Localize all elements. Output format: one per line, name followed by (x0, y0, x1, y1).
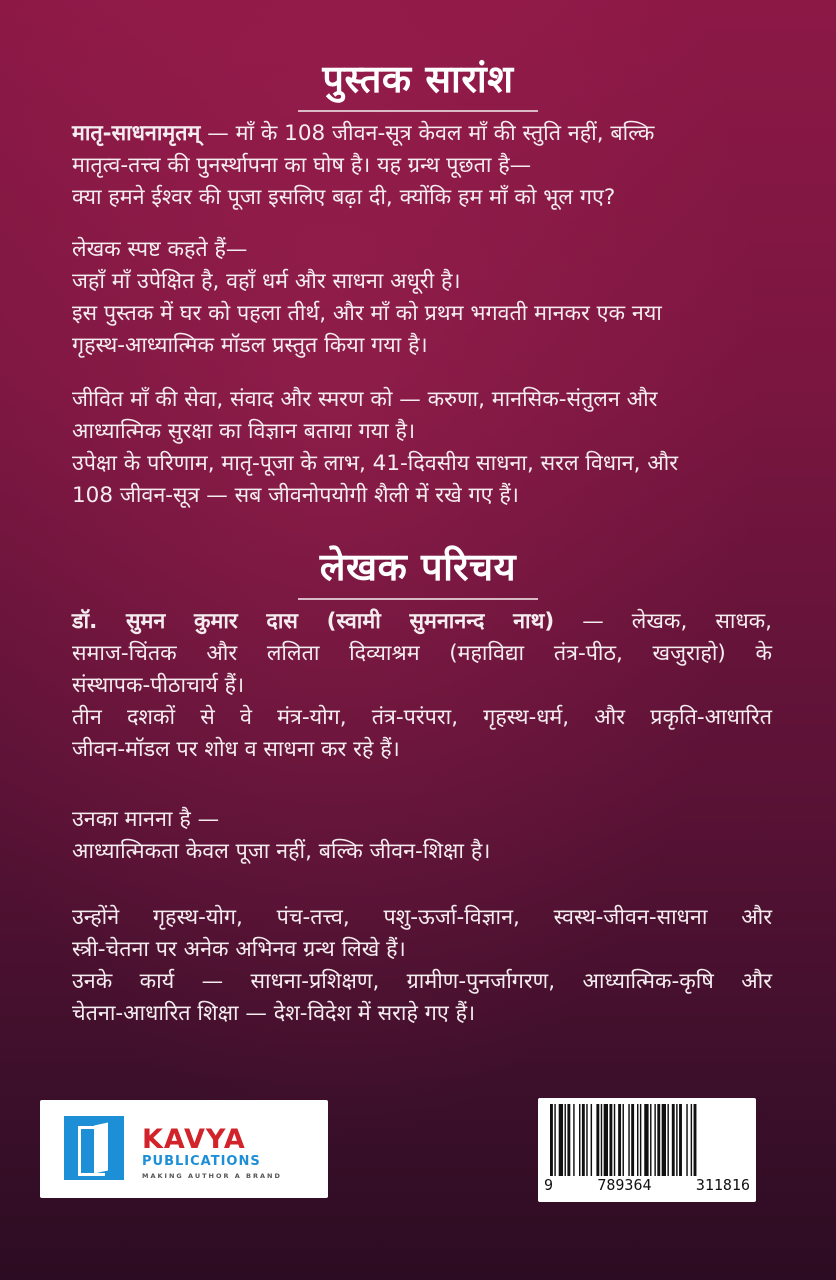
author-p1-line-2: समाज-चिंतक और ललिता दिव्याश्रम (महाविद्या तंत्र-पीठ, खजुराहो) के (72, 641, 772, 666)
author-paragraph-2 (72, 804, 772, 868)
barcode-bars (550, 1104, 746, 1176)
summary-p1-line-1-rest: — माँ के 108 जीवन-सूत्र केवल माँ की स्तुति नहीं, बल्कि (200, 121, 655, 146)
summary-p3-line-3: उपेक्षा के परिणाम, मातृ-पूजा के लाभ, 41-दिवसीय साधना, सरल विधान, और (72, 451, 679, 476)
author-p1-line-5: जीवन-मॉडल पर शोध व साधना कर रहे हैं। (72, 737, 400, 762)
publisher-subtitle: PUBLICATIONS (142, 1154, 261, 1169)
summary-p3-line-1: जीवित माँ की सेवा, संवाद और स्मरण को — करुणा, मानसिक-संतुलन और (72, 387, 658, 412)
summary-heading-text: पुस्तक सारांश (322, 57, 514, 101)
summary-p1-line-2: मातृत्व-तत्त्व की पुनर्स्थापना का घोष है। यह ग्रन्थ पूछता है— (72, 153, 532, 178)
author-p3-line-4: चेतना-आधारित शिक्षा — देश-विदेश में सराहे गए हैं। (72, 1001, 476, 1026)
summary-p2-line-3: इस पुस्तक में घर को पहला तीर्थ, और माँ को प्रथम भगवती मानकर एक नया (72, 301, 662, 326)
publisher-name: KAVYA (142, 1124, 246, 1155)
author-paragraph-3 (72, 902, 772, 1030)
summary-p1-line-3: क्या हमने ईश्वर की पूजा इसलिए बढ़ा दी, क्योंकि हम माँ को भूल गए? (72, 185, 616, 210)
author-p3-line-3: उनके कार्य — साधना-प्रशिक्षण, ग्रामीण-पुनर्जागरण, आध्यात्मिक-कृषि और (72, 969, 772, 994)
author-p2-line-2: आध्यात्मिकता केवल पूजा नहीं, बल्कि जीवन-शिक्षा है। (72, 839, 491, 864)
summary-paragraph-1 (72, 118, 772, 214)
author-p1-line-4: तीन दशकों से वे मंत्र-योग, तंत्र-परंपरा, गृहस्थ-धर्म, और प्रकृति-आधारित (72, 705, 772, 730)
summary-p2-line-1: लेखक स्पष्ट कहते हैं— (72, 237, 248, 262)
summary-p1-line-1 (72, 118, 772, 150)
isbn-prefix: 9 (544, 1176, 554, 1194)
door-book-icon (64, 1116, 124, 1180)
summary-p3-line-2: आध्यात्मिक सुरक्षा का विज्ञान बताया गया है। (72, 419, 416, 444)
author-heading-text: लेखक परिचय (319, 545, 517, 589)
author-name-bold: डॉ. सुमन कुमार दास (स्वामी सुमनानन्द नाथ) (72, 609, 555, 634)
author-heading (0, 540, 836, 600)
summary-heading (0, 52, 836, 112)
author-p3-line-1: उन्होंने गृहस्थ-योग, पंच-तत्त्व, पशु-ऊर्जा-विज्ञान, स्वस्थ-जीवन-साधना और (72, 905, 772, 930)
summary-p2-line-4: गृहस्थ-आध्यात्मिक मॉडल प्रस्तुत किया गया है। (72, 333, 428, 358)
isbn-group-2: 311816 (695, 1176, 750, 1194)
isbn-group-1: 789364 (597, 1176, 652, 1194)
summary-p3-line-4: 108 जीवन-सूत्र — सब जीवनोपयोगी शैली में रखे गए हैं। (72, 483, 519, 508)
author-p3-line-2: स्त्री-चेतना पर अनेक अभिनव ग्रन्थ लिखे हैं। (72, 937, 406, 962)
author-heading-underline (298, 598, 538, 600)
publisher-logo (40, 1100, 328, 1198)
author-p1-line-3: संस्थापक-पीठाचार्य हैं। (72, 673, 245, 698)
author-p1-line-1 (72, 606, 772, 638)
isbn-barcode (538, 1098, 756, 1202)
isbn-number (538, 1176, 756, 1194)
summary-p2-line-2: जहाँ माँ उपेक्षित है, वहाँ धर्म और साधना अधूरी है। (72, 269, 461, 294)
author-paragraph-1 (72, 606, 772, 766)
author-p1-line-1-rest: — लेखक, साधक, (554, 609, 773, 634)
summary-paragraph-3 (72, 384, 772, 512)
book-title-bold: मातृ-साधनामृतम् (72, 121, 201, 146)
author-p2-line-1: उनका मानना है — (72, 807, 220, 832)
publisher-tagline: MAKING AUTHOR A BRAND (142, 1172, 282, 1180)
summary-paragraph-2 (72, 234, 772, 362)
summary-heading-underline (298, 110, 538, 112)
